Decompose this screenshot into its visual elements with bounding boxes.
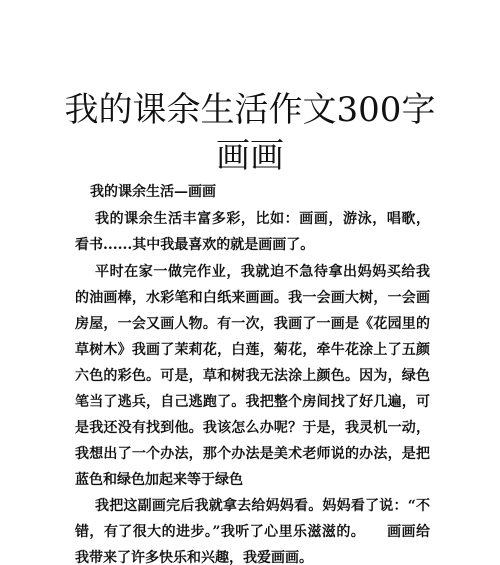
- document-title: [60, 87, 440, 179]
- paragraph-2: 平时在家一做完作业，我就迫不急待拿出妈妈买给我的油画棒，水彩笔和白纸来画画。我一会画大树，一会画房屋，一会又画人物。有一次，我画了一画是《花园里的草树木》我画了茉莉花，白莲，菊花，牵牛花涂上了五颜六色的彩色。可是，草和树我无法涂上颜色。因为，绿色笔当了逃兵，自己逃跑了。我把整个房间找了好几遍，可是我还没有找到他。我该怎么办呢？于是，我灵机一动，我想出了一个办法，那个办法是美术老师说的办法，是把蓝色和绿色加起来等于绿色: [75, 264, 430, 488]
- paragraph-1: 我的课余生活丰富多彩，比如：画画，游泳，唱歌，看书......其中我最喜欢的就是画画了。: [75, 211, 430, 253]
- title-line-1: 我的课余生活作文300字: [64, 90, 436, 130]
- essay-subtitle: 我的课余生活—画画: [90, 184, 216, 200]
- title-line-2: 画画: [216, 136, 284, 176]
- paragraph-3: 我把这副画完后我就拿去给妈妈看。妈妈看了说：“不错，有了很大的进步。”我听了心里乐滋滋的。 画画给我带来了许多快乐和兴趣，我爱画画。: [75, 498, 430, 565]
